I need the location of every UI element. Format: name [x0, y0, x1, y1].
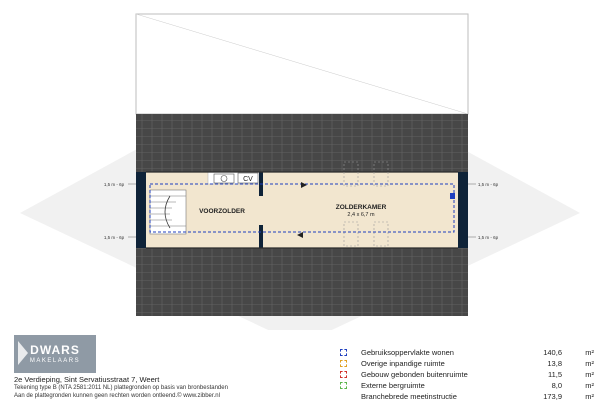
legend-unit: m²	[585, 370, 594, 379]
address-line: 2e Verdieping, Sint Servatiusstraat 7, Weert	[14, 375, 160, 384]
legend-swatch	[340, 360, 347, 367]
area-legend	[340, 347, 598, 402]
height-label: 1,5 m - 6p	[477, 235, 499, 240]
door-marker	[450, 193, 455, 199]
roof-bottom	[136, 248, 468, 316]
legend-value: 8,0	[551, 381, 562, 390]
room-name-voorzolder: VOORZOLDER	[199, 208, 245, 215]
legend-swatch	[340, 382, 347, 389]
roof-top	[136, 114, 468, 172]
legend-row	[340, 380, 598, 391]
height-label: 1,5 m - 6p	[103, 182, 125, 187]
legend-label: Gebouw gebonden buitenruimte	[361, 370, 468, 379]
legend-value: 11,5	[547, 370, 562, 379]
legend-swatch	[340, 349, 347, 356]
legend-row	[340, 369, 598, 380]
staircase	[150, 190, 186, 234]
legend-total-label: Branchebrede meetinstructie	[361, 392, 457, 401]
legend-unit: m²	[585, 381, 594, 390]
legend-label: Gebruiksoppervlakte wonen	[361, 348, 454, 357]
wall-left	[136, 172, 146, 248]
disclaimer-note: Aan de plattegronden kunnen geen rechten worden ontleend.© www.zibber.nl	[14, 393, 220, 399]
wall-divider-bottom	[259, 225, 263, 248]
legend-label: Externe bergruimte	[361, 381, 425, 390]
legend-swatch	[340, 371, 347, 378]
brand-mark-icon	[18, 341, 28, 365]
height-label: 1,5 m - 6p	[103, 235, 125, 240]
brand-logo	[14, 335, 96, 373]
legend-value: 13,8	[547, 359, 562, 368]
drawing-type-note: Tekening type B (NTA 2581:2011 NL) plattegronden op basis van bronbestanden	[14, 385, 228, 391]
wall-right	[458, 172, 468, 248]
legend-row	[340, 358, 598, 369]
height-label: 1,5 m - 6p	[477, 182, 499, 187]
cv-label: CV	[243, 176, 253, 183]
address-block	[14, 375, 228, 400]
legend-row	[340, 347, 598, 358]
room-name-zolderkamer: ZOLDERKAMER	[335, 204, 387, 211]
brand-name: DWARS	[30, 343, 80, 357]
legend-total-row	[340, 391, 598, 402]
legend-value: 140,6	[543, 348, 562, 357]
legend-total-unit: m²	[585, 392, 594, 401]
legend-total-value: 173,9	[543, 392, 562, 401]
legend-label: Overige inpandige ruimte	[361, 359, 445, 368]
washing-machine-icon	[214, 174, 234, 183]
legend-unit: m²	[585, 359, 594, 368]
legend-unit: m²	[585, 348, 594, 357]
room-size-zolderkamer: 2,4 x 6,7 m	[347, 212, 375, 218]
brand-subtitle: MAKELAARS	[29, 358, 81, 364]
